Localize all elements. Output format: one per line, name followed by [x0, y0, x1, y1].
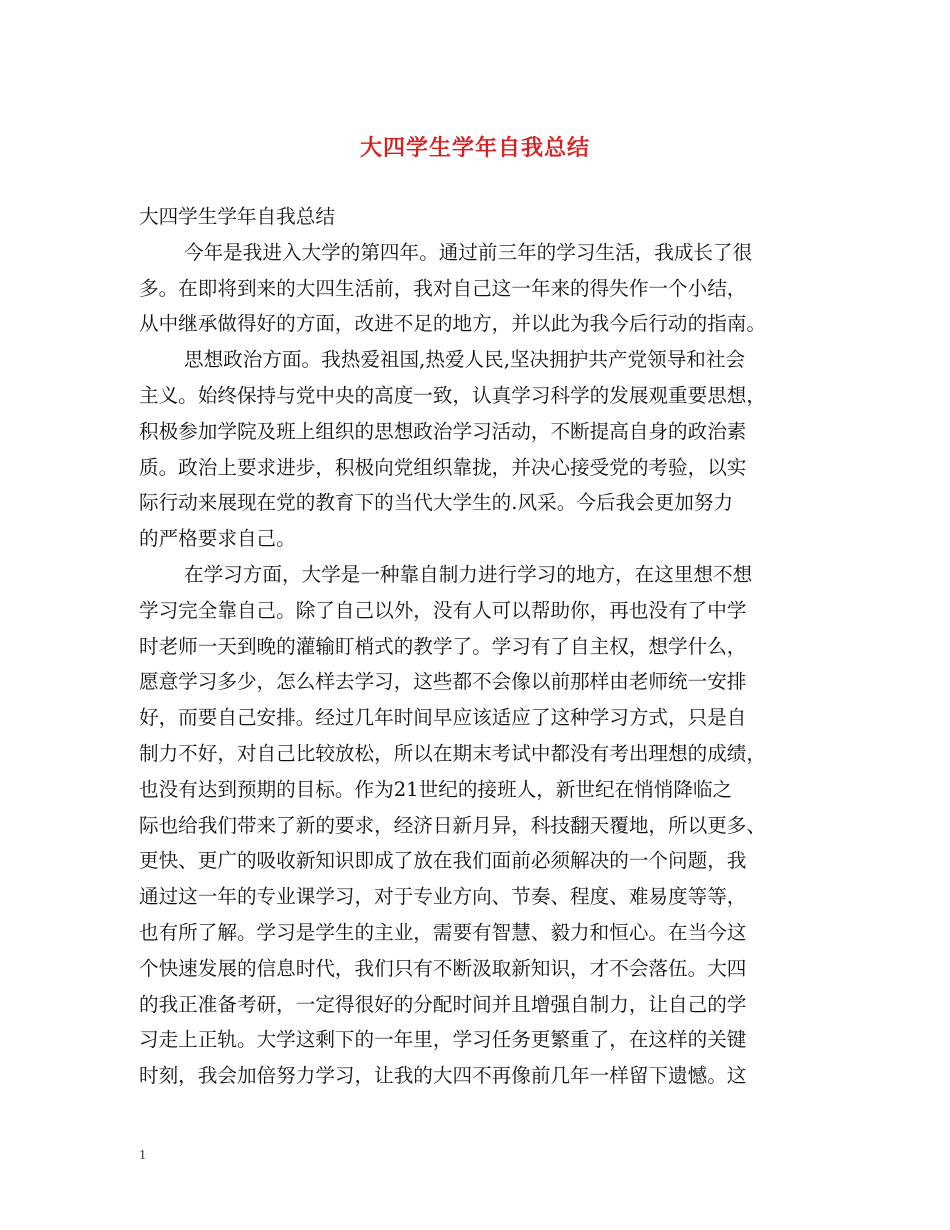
paragraph-line: 愿意学习多少，怎么样去学习，这些都不会像以前那样由老师统一安排	[139, 670, 747, 694]
paragraph-line: 主义。始终保持与党中央的高度一致，认真学习科学的发展观重要思想，	[139, 383, 766, 407]
paragraph-line: 思想政治方面。我热爱祖国,热爱人民,坚决拥护共产党领导和社会	[184, 348, 746, 372]
paragraph-line: 好，而要自己安排。经过几年时间早应该适应了这种学习方式，只是自	[139, 706, 747, 730]
paragraph-line: 从中继承做得好的方面，改进不足的地方，并以此为我今后行动的指南。	[139, 312, 766, 336]
paragraph-line: 今年是我进入大学的第四年。通过前三年的学习生活，我成长了很	[184, 240, 753, 264]
paragraph-line: 时老师一天到晚的灌输盯梢式的教学了。学习有了自主权，想学什么，	[139, 634, 747, 658]
paragraph-line: 学习完全靠自己。除了自己以外，没有人可以帮助你，再也没有了中学	[139, 598, 747, 622]
paragraph-line: 的我正准备考研，一定得很好的分配时间并且增强自制力，让自己的学	[139, 992, 747, 1016]
document-body	[139, 199, 829, 1094]
paragraph-line: 多。在即将到来的大四生活前，我对自己这一年来的得失作一个小结，	[139, 276, 747, 300]
document-subtitle: 大四学生学年自我总结	[139, 205, 335, 228]
paragraph-line: 通过这一年的专业课学习，对于专业方向、节奏、程度、难易度等等，	[139, 885, 747, 909]
page-number: 1	[139, 1148, 146, 1163]
paragraph-line: 习走上正轨。大学这剩下的一年里，学习任务更繁重了，在这样的关键	[139, 1028, 747, 1052]
paragraph-line: 也有所了解。学习是学生的主业，需要有智慧、毅力和恒心。在当今这	[139, 920, 747, 944]
paragraph-line: 积极参加学院及班上组织的思想政治学习活动，不断提高自身的政治素	[139, 419, 747, 443]
paragraph-line: 质。政治上要求进步，积极向党组织靠拢，并决心接受党的考验，以实	[139, 455, 747, 479]
document-title: 大四学生学年自我总结	[359, 135, 590, 161]
paragraph-line: 际也给我们带来了新的要求，经济日新月异，科技翻天覆地，所以更多、	[139, 813, 766, 837]
paragraph-line: 际行动来展现在党的教育下的当代大学生的.风采。今后我会更加努力	[139, 491, 734, 515]
paragraph-line: 时刻，我会加倍努力学习，让我的大四不再像前几年一样留下遗憾。这	[139, 1064, 747, 1088]
paragraph-line: 在学习方面，大学是一种靠自制力进行学习的地方，在这里想不想	[184, 562, 753, 586]
paragraph-line: 制力不好，对自己比较放松，所以在期末考试中都没有考出理想的成绩，	[139, 741, 766, 765]
paragraph-line: 的严格要求自己。	[139, 527, 296, 551]
paragraph-line: 也没有达到预期的目标。作为21世纪的接班人，新世纪在悄悄降临之	[139, 777, 733, 801]
paragraph-line: 更快、更广的吸收新知识即成了放在我们面前必须解决的一个问题，我	[139, 849, 747, 873]
paragraph-line: 个快速发展的信息时代，我们只有不断汲取新知识，才不会落伍。大四	[139, 956, 747, 980]
